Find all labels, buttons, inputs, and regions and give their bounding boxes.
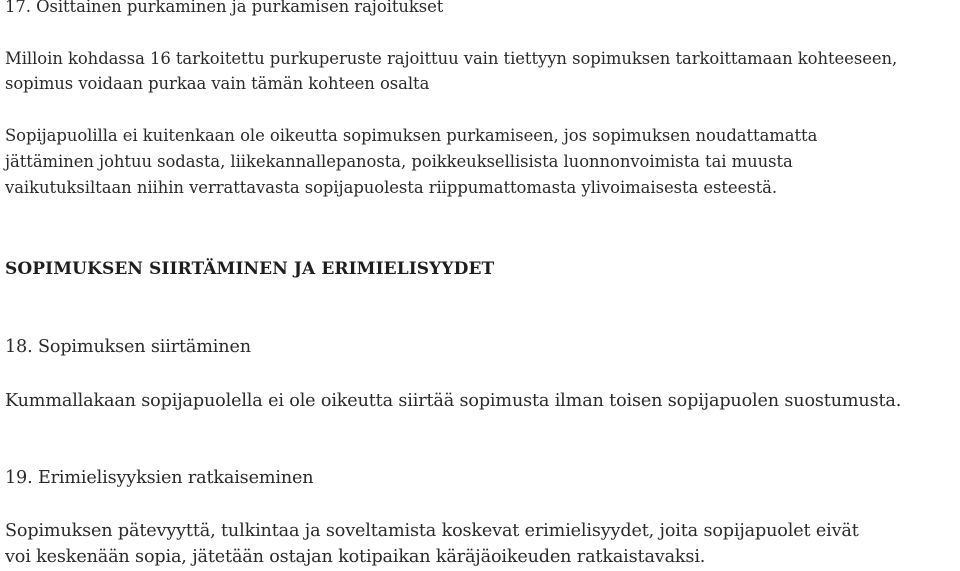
main-heading: SOPIMUKSEN SIIRTÄMINEN JA ERIMIELISYYDET [5, 259, 495, 279]
section-17-paragraph-2-line-1: Sopijapuolilla ei kuitenkaan ole oikeutta sopimuksen purkamiseen, jos sopimuksen noudattamatta [5, 126, 818, 145]
section-17-paragraph-2-line-3: vaikutuksiltaan niihin verrattavasta sopijapuolesta riippumattomasta ylivoimaisesta esteestä. [5, 178, 778, 197]
section-18-title: 18. Sopimuksen siirtäminen [5, 337, 251, 357]
section-19-paragraph-line-2: voi keskenään sopia, jätetään ostajan kotipaikan käräjäoikeuden ratkaistavaksi. [5, 547, 706, 567]
section-17-paragraph-1-line-2: sopimus voidaan purkaa vain tämän kohteen osalta [5, 74, 430, 93]
section-18-paragraph-line-1: Kummallakaan sopijapuolella ei ole oikeutta siirtää sopimusta ilman toisen sopijapuolen suostumusta. [5, 391, 902, 411]
section-19-title: 19. Erimielisyyksien ratkaiseminen [5, 468, 314, 488]
section-17-paragraph-1-line-1: Milloin kohdassa 16 tarkoitettu purkuperuste rajoittuu vain tiettyyn sopimuksen tarkoittamaan kohteeseen, [5, 49, 898, 68]
section-17-paragraph-2-line-2: jättäminen johtuu sodasta, liikekannallepanosta, poikkeuksellisista luonnonvoimista tai muusta [5, 152, 793, 171]
section-17-title: 17. Osittainen purkaminen ja purkamisen rajoitukset [5, 0, 444, 16]
section-19-paragraph-line-1: Sopimuksen pätevyyttä, tulkintaa ja soveltamista koskevat erimielisyydet, joita sopijapuolet eivät [5, 521, 859, 541]
